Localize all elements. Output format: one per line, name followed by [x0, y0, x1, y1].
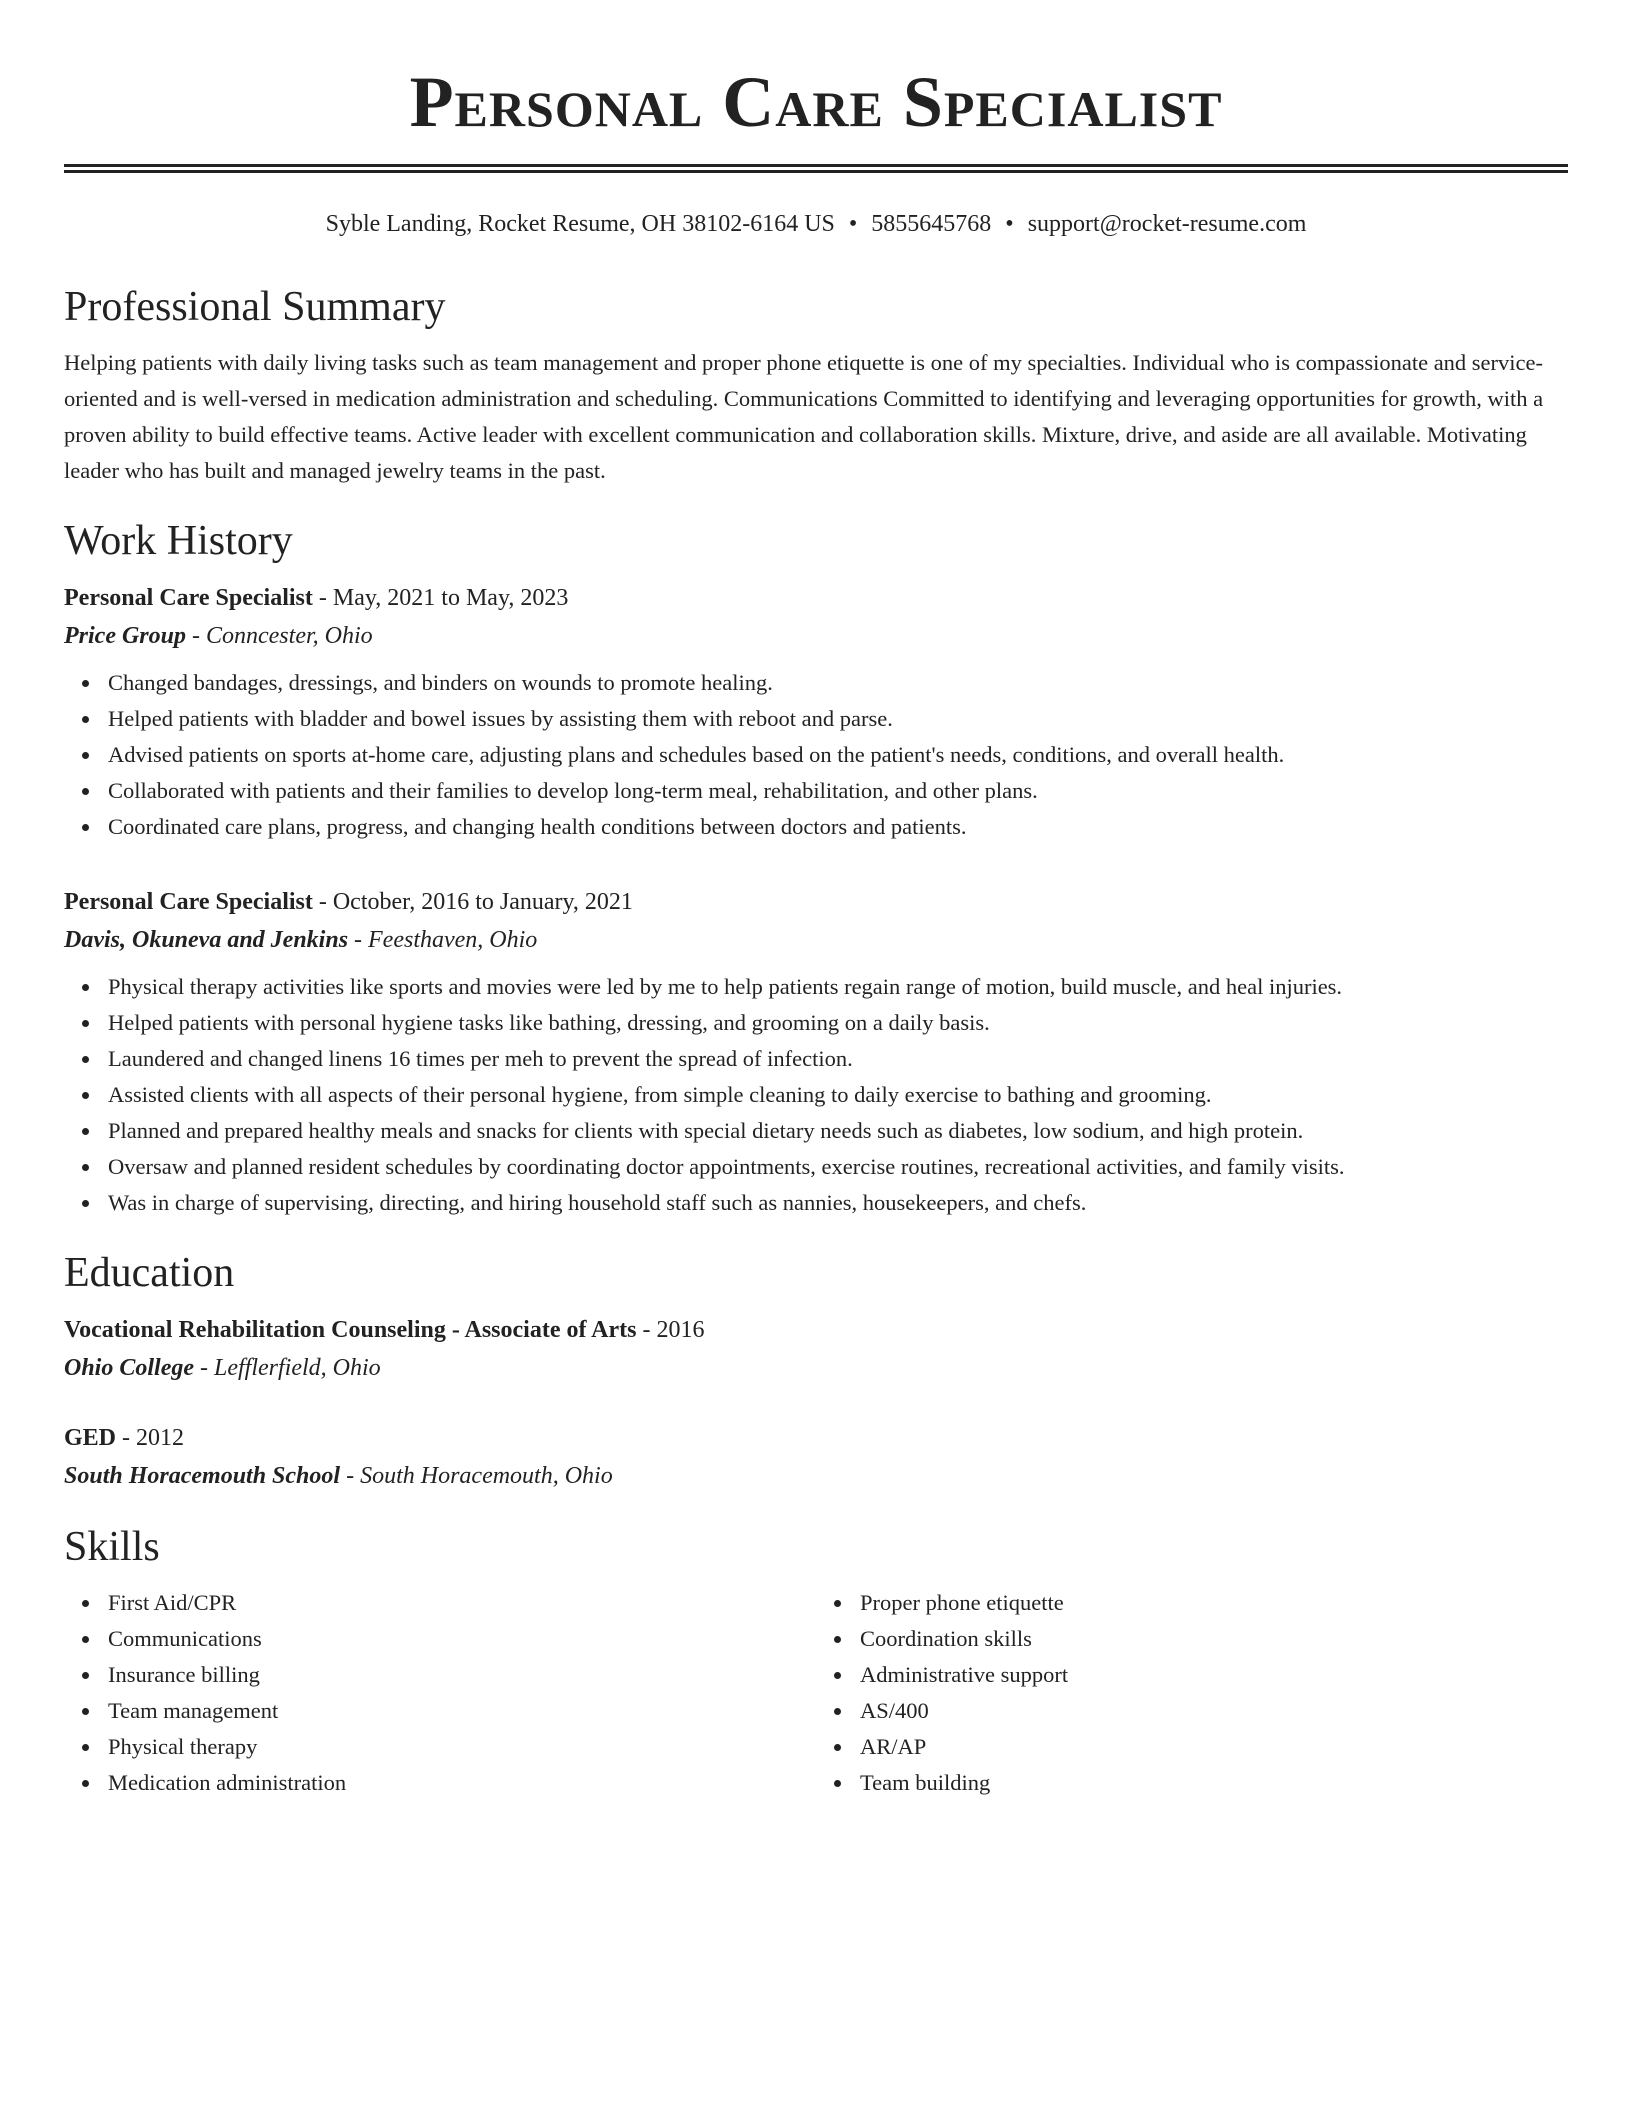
job-bullet-text: Oversaw and planned resident schedules by coordinating doctor appointments, exercise routines, recreational activities, and family visits. [108, 1154, 1345, 1179]
job-company: Davis, Okuneva and Jenkins [64, 927, 349, 953]
bullet-icon [82, 788, 89, 795]
education-degree: GED [64, 1425, 117, 1451]
bullet-icon [834, 1600, 841, 1607]
education-school: South Horacemouth School [64, 1463, 341, 1489]
bullet-icon [82, 1020, 89, 1027]
skill-item [108, 1765, 816, 1801]
bullet-icon [834, 1708, 841, 1715]
section-title-skills: Skills [64, 1524, 160, 1570]
job-role: Personal Care Specialist [64, 889, 313, 915]
job-bullet-text: Coordinated care plans, progress, and changing health conditions between doctors and patients. [108, 814, 967, 839]
job-bullet-text: Collaborated with patients and their families to develop long-term meal, rehabilitation, and other plans. [108, 778, 1038, 803]
education-degree-line [64, 1311, 1568, 1349]
job-bullet [108, 737, 1568, 773]
education-year: - 2016 [636, 1317, 705, 1343]
education-degree-line [64, 1419, 1568, 1457]
bullet-icon [82, 1056, 89, 1063]
skill-text: Insurance billing [108, 1662, 260, 1687]
skill-item [108, 1657, 816, 1693]
job-bullet [108, 969, 1568, 1005]
contact-phone: 5855645768 [871, 211, 992, 237]
education-location: - Lefflerfield, Ohio [194, 1355, 381, 1381]
skill-item [860, 1585, 1568, 1621]
job-bullet [108, 1005, 1568, 1041]
bullet-icon [82, 1092, 89, 1099]
skill-text: AS/400 [860, 1698, 929, 1723]
job-dates: - May, 2021 to May, 2023 [312, 585, 569, 611]
education-school: Ohio College [64, 1355, 194, 1381]
job-bullet [108, 809, 1568, 845]
education-year: - 2012 [116, 1425, 185, 1451]
skill-text: Medication administration [108, 1770, 347, 1795]
skill-item [860, 1729, 1568, 1765]
resume-name-title: Personal Care Specialist [409, 62, 1223, 142]
skill-item [108, 1585, 816, 1621]
job-bullet-text: Was in charge of supervising, directing, and hiring household staff such as nannies, housekeepers, and chefs. [108, 1190, 1087, 1215]
job-bullet [108, 1041, 1568, 1077]
skill-item [860, 1621, 1568, 1657]
job-bullet-text: Physical therapy activities like sports and movies were led by me to help patients regain range of motion, build muscle, and heal injuries. [108, 974, 1343, 999]
summary-paragraph: Helping patients with daily living tasks such as team management and proper phone etiquette is one of my specialties. Individual who is compassionate and service-oriented and is well-versed in medication administration and scheduling. Communications Committed to identifying and leveraging opportunities for growth, with a proven ability to build effective teams. Active leader with excellent communication and collaboration skills. Mixture, drive, and aside are all available. Motivating leader who has built and managed jewelry teams in the past. [64, 350, 1544, 483]
bullet-icon [82, 1600, 89, 1607]
job-entry [64, 883, 1568, 1221]
job-bullet-text: Changed bandages, dressings, and binders on wounds to promote healing. [108, 670, 773, 695]
job-company-line [64, 617, 1568, 655]
education-location: - South Horacemouth, Ohio [340, 1463, 613, 1489]
skill-text: Coordination skills [860, 1626, 1032, 1651]
skill-item [108, 1621, 816, 1657]
job-bullet-text: Helped patients with personal hygiene tasks like bathing, dressing, and grooming on a daily basis. [108, 1010, 990, 1035]
bullet-icon [82, 824, 89, 831]
job-bullet-text: Laundered and changed linens 16 times per meh to prevent the spread of infection. [108, 1046, 853, 1071]
bullet-icon [82, 680, 89, 687]
skill-text: First Aid/CPR [108, 1590, 237, 1615]
contact-separator: • [1005, 211, 1014, 237]
bullet-icon [82, 1128, 89, 1135]
skill-text: Physical therapy [108, 1734, 258, 1759]
section-title-work-history: Work History [64, 518, 293, 564]
job-bullet [108, 1149, 1568, 1185]
job-role: Personal Care Specialist [64, 585, 313, 611]
skill-item [108, 1693, 816, 1729]
bullet-icon [82, 1164, 89, 1171]
skill-text: AR/AP [860, 1734, 927, 1759]
skills-list-right [816, 1585, 1568, 1801]
job-bullet-list [64, 665, 1568, 845]
job-location: - Conncester, Ohio [186, 623, 373, 649]
bullet-icon [834, 1636, 841, 1643]
job-bullet [108, 773, 1568, 809]
job-bullet-text: Assisted clients with all aspects of their personal hygiene, from simple cleaning to daily exercise to bathing and grooming. [108, 1082, 1212, 1107]
job-bullet-text: Helped patients with bladder and bowel issues by assisting them with reboot and parse. [108, 706, 893, 731]
job-bullet [108, 1077, 1568, 1113]
skill-text: Proper phone etiquette [860, 1590, 1064, 1615]
skill-text: Administrative support [860, 1662, 1069, 1687]
skill-text: Team management [108, 1698, 279, 1723]
skill-item [860, 1693, 1568, 1729]
bullet-icon [834, 1780, 841, 1787]
skill-text: Communications [108, 1626, 262, 1651]
bullet-icon [82, 752, 89, 759]
education-degree: Vocational Rehabilitation Counseling - Associate of Arts [64, 1317, 637, 1343]
job-bullet [108, 665, 1568, 701]
education-entry [64, 1419, 1568, 1495]
contact-email: support@rocket-resume.com [1027, 211, 1307, 237]
bullet-icon [82, 1636, 89, 1643]
bullet-icon [834, 1672, 841, 1679]
job-bullet [108, 1185, 1568, 1221]
skills-list-left [64, 1585, 816, 1801]
job-bullet [108, 1113, 1568, 1149]
job-company: Price Group [64, 623, 186, 649]
education-school-line [64, 1457, 1568, 1495]
bullet-icon [82, 1780, 89, 1787]
job-bullet-text: Advised patients on sports at-home care, adjusting plans and schedules based on the patient's needs, conditions, and overall health. [108, 742, 1285, 767]
header-double-rule [64, 164, 1568, 173]
education-entry [64, 1311, 1568, 1387]
bullet-icon [82, 1672, 89, 1679]
bullet-icon [82, 1744, 89, 1751]
job-bullet-text: Planned and prepared healthy meals and snacks for clients with special dietary needs such as diabetes, low sodium, and high protein. [108, 1118, 1304, 1143]
skill-text: Team building [860, 1770, 991, 1795]
skill-item [108, 1729, 816, 1765]
bullet-icon [82, 1708, 89, 1715]
skills-grid [64, 1585, 1568, 1801]
job-dates: - October, 2016 to January, 2021 [312, 889, 633, 915]
bullet-icon [82, 1200, 89, 1207]
bullet-icon [82, 984, 89, 991]
contact-address: Syble Landing, Rocket Resume, OH 38102-6164 US [325, 211, 835, 237]
job-bullet [108, 701, 1568, 737]
job-entry [64, 579, 1568, 845]
job-bullet-list [64, 969, 1568, 1221]
section-title-education: Education [64, 1250, 235, 1296]
education-school-line [64, 1349, 1568, 1387]
job-title-line [64, 579, 1568, 617]
skill-item [860, 1657, 1568, 1693]
skill-item [860, 1765, 1568, 1801]
job-title-line [64, 883, 1568, 921]
bullet-icon [834, 1744, 841, 1751]
job-location: - Feesthaven, Ohio [348, 927, 538, 953]
section-title-summary: Professional Summary [64, 284, 446, 330]
bullet-icon [82, 716, 89, 723]
contact-separator: • [848, 211, 858, 237]
job-company-line [64, 921, 1568, 959]
contact-line [64, 209, 1568, 239]
